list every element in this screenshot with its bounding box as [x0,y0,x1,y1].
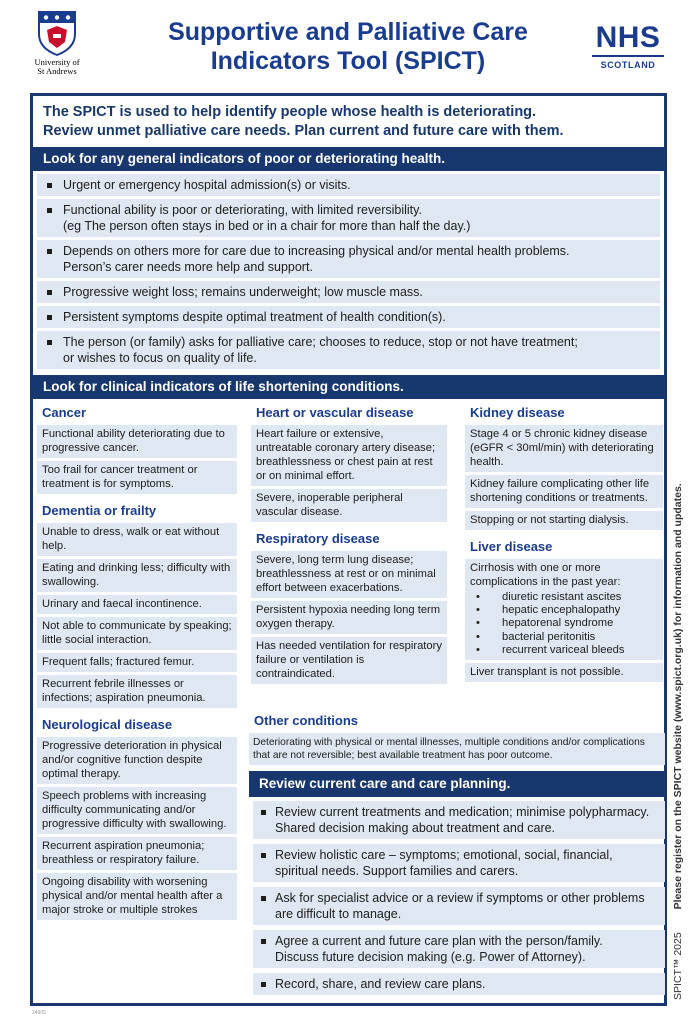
other-conditions-text: Deteriorating with physical or mental illnesses, multiple conditions and/or complications that are not reversible; best available treatment has poor outcome. [249,733,665,765]
dementia-item: Not able to communicate by speaking; little social interaction. [37,617,237,650]
dementia-item: Urinary and faecal incontinence. [37,595,237,614]
shield-icon [37,10,77,56]
intro-line-2: Review unmet palliative care needs. Plan current and future care with them. [43,123,564,139]
neurological-item: Speech problems with increasing difficulty communicating and/or progressive difficulty with swallowing. [37,787,237,834]
list-item: • hepatorenal syndrome [474,617,658,630]
respiratory-item: Has needed ventilation for respiratory failure or ventilation is contraindicated. [251,637,447,684]
nhs-logo-text: NHS [595,21,661,54]
copyright: SPICT™ 2025 [672,932,684,1000]
other-conditions-title: Other conditions [254,713,358,728]
dementia-item: Recurrent febrile illnesses or infections; aspiration pneumonia. [37,675,237,708]
liver-complications-list [474,591,658,657]
list-item: Review current treatments and medication; minimise polypharmacy. Shared decision making about treatment and care. [253,801,665,839]
heart-item: Severe, inoperable peripheral vascular disease. [251,489,447,522]
heart-title: Heart or vascular disease [256,405,414,420]
university-logo [30,10,84,76]
review-list [249,797,665,995]
column-right [465,399,663,685]
liver-intro: Cirrhosis with one or more complications in the past year: [470,562,621,588]
title-line-2: Indicators Tool (SPICT) [210,47,486,75]
liver-item [465,559,663,660]
title-line-1: Supportive and Palliative Care [168,18,528,46]
list-item: Functional ability is poor or deteriorating, with limited reversibility. (eg The person often stays in bed or in a chair for more than half the day.) [37,199,660,237]
register-note: Please register on the SPICT website (www.spict.org.uk) for information and updates. [672,483,684,910]
kidney-item: Stage 4 or 5 chronic kidney disease (eGFR < 30ml/min) with deteriorating health. [465,425,663,472]
cancer-item: Too frail for cancer treatment or treatment is for symptoms. [37,461,237,494]
list-item: Record, share, and review care plans. [253,973,665,995]
list-item: • bacterial peritonitis [474,631,658,644]
main-frame [30,93,667,1006]
liver-item: Liver transplant is not possible. [465,663,663,682]
list-item: Agree a current and future care plan with the person/family. Discuss future decision making (e.g. Power of Attorney). [253,930,665,968]
list-item: Ask for specialist advice or a review if symptoms or other problems are difficult to manage. [253,887,665,925]
header [0,0,696,90]
column-middle [251,399,447,687]
list-item: The person (or family) asks for palliative care; chooses to reduce, stop or not have treatment; or wishes to focus on quality of life. [37,331,660,369]
kidney-item: Kidney failure complicating other life shortening conditions or treatments. [465,475,663,508]
list-item: • hepatic encephalopathy [474,604,658,617]
review-heading: Review current care and care planning. [249,771,665,797]
review-section [249,771,665,1000]
nhs-scotland-logo [592,22,664,70]
respiratory-title: Respiratory disease [256,531,380,546]
list-item: Persistent symptoms despite optimal treatment of health condition(s). [37,306,660,328]
list-item: Review holistic care – symptoms; emotional, social, financial, spiritual needs. Support families and carers. [253,844,665,882]
list-item: Progressive weight loss; remains underweight; low muscle mass. [37,281,660,303]
cancer-item: Functional ability deteriorating due to progressive cancer. [37,425,237,458]
clinical-indicators [33,399,664,999]
general-indicators-list [33,171,664,375]
page-title [110,18,586,76]
respiratory-item: Severe, long term lung disease; breathlessness at rest or on minimal effort between exacerbations. [251,551,447,598]
intro-line-1: The SPICT is used to help identify people whose health is deteriorating. [43,104,537,120]
neurological-item: Progressive deterioration in physical and/or cognitive function despite optimal therapy. [37,737,237,784]
document-code: 24905 [32,1010,46,1016]
column-left [37,399,237,923]
dementia-title: Dementia or frailty [42,503,157,518]
respiratory-item: Persistent hypoxia needing long term oxygen therapy. [251,601,447,634]
liver-title: Liver disease [470,539,553,554]
list-item: Urgent or emergency hospital admission(s) or visits. [37,174,660,196]
dementia-item: Frequent falls; fractured femur. [37,653,237,672]
neurological-item: Ongoing disability with worsening physical and/or mental health after a major stroke or multiple strokes [37,873,237,920]
dementia-item: Unable to dress, walk or eat without help. [37,523,237,556]
heart-item: Heart failure or extensive, untreatable coronary artery disease; breathlessness or chest pain at rest or on minimal effort. [251,425,447,486]
clinical-indicators-heading: Look for clinical indicators of life shortening conditions. [33,375,664,399]
list-item: • recurrent variceal bleeds [474,644,658,657]
kidney-title: Kidney disease [470,405,565,420]
general-indicators-heading: Look for any general indicators of poor or deteriorating health. [33,147,664,171]
neurological-item: Recurrent aspiration pneumonia; breathless or respiratory failure. [37,837,237,870]
cancer-title: Cancer [42,405,87,420]
kidney-item: Stopping or not starting dialysis. [465,511,663,530]
list-item: • diuretic resistant ascites [474,591,658,604]
dementia-item: Eating and drinking less; difficulty with swallowing. [37,559,237,592]
other-conditions [249,713,665,765]
list-item: Depends on others more for care due to increasing physical and/or mental health problems. Person’s carer needs more help and support. [37,240,660,278]
nhs-logo-subtext: SCOTLAND [592,55,664,70]
neurological-title: Neurological disease [42,717,173,732]
university-name: University of St Andrews [34,57,80,76]
intro-text [33,96,664,147]
side-note [672,483,684,1000]
